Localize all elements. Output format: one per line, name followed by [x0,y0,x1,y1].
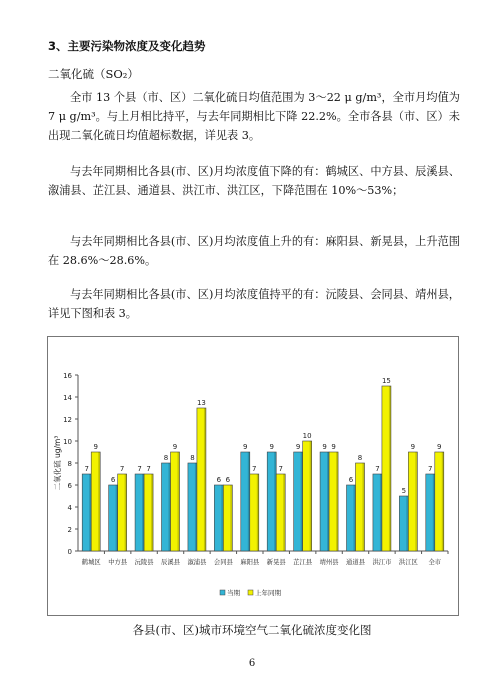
bar-shade [257,474,259,551]
category-label: 中方县 [108,559,128,566]
category-label: 洪江区 [398,559,418,566]
bar-shade [336,452,338,551]
bar-value-label: 9 [295,443,301,451]
y-tick-label: 16 [63,372,72,380]
bar-value-label: 9 [243,443,248,451]
bar-shade [442,452,444,551]
bar-shade [415,452,417,551]
bar-value-label: 13 [196,399,206,407]
y-tick-label: 4 [67,504,72,512]
y-tick-label: 12 [63,416,72,424]
paragraph-flat: 与去年同期相比各县(市、区)月均浓度值持平的有：沅陵县、会同县、靖州县，详见下图和表 3。 [48,288,460,320]
bar-value-label: 10 [302,432,312,440]
bar-shade [363,463,365,551]
y-tick-label: 2 [67,526,72,534]
y-tick-label: 14 [63,394,72,402]
bar-shade [195,463,197,551]
pollutant-subheading: 二氧化硫（SO₂） [48,67,139,81]
bar-shade [230,485,232,551]
y-axis-label: 二氧化硫 ug/m³ [53,435,62,491]
bar-shade [125,474,127,551]
bar-shade [310,441,312,551]
bar-value-label: 6 [225,476,231,484]
bar-shade [389,386,391,551]
legend-swatch [220,590,225,595]
section-heading: 3、主要污染物浓度及变化趋势 [48,39,206,53]
paragraph-summary: 全市 13 个县（市、区）二氧化硫日均值范围为 3～22 μ g/m³，全市月均值为 7 μ g/m³。与上月相比持平，与去年同期相比下降 22.2%。全市各县（市、区）未出现二氧化硫日均值超标数据，详见表 3。 [48,91,460,142]
category-label: 新晃县 [266,559,286,566]
bar-value-label: 6 [110,476,116,484]
y-tick-label: 8 [67,460,72,468]
paragraph-increase: 与去年同期相比各县(市、区)月均浓度值上升的有：麻阳县、新晃县，上升范围在 28.6%～28.6%。 [48,235,460,267]
bar-shade [142,474,144,551]
bar-value-label: 7 [137,465,142,473]
page-number: 6 [248,658,256,669]
bar-value-label: 9 [269,443,274,451]
bar-shade [221,485,223,551]
category-label: 靖州县 [319,559,339,566]
bar-value-label: 9 [93,443,98,451]
bar-value-label: 7 [428,465,433,473]
y-tick-label: 10 [63,438,72,446]
bar-value-label: 9 [437,443,442,451]
bar-value-label: 7 [252,465,257,473]
bar-value-label: 7 [119,465,125,473]
bar-shade [98,452,100,551]
category-label: 溆浦县 [187,559,207,566]
bar-value-label: 5 [401,487,407,495]
bar-value-label: 7 [278,465,283,473]
bar-value-label: 7 [84,465,89,473]
bar-value-label: 6 [216,476,222,484]
category-label: 通道县 [346,559,365,566]
category-label: 洪江市 [372,559,392,566]
bar-value-label: 8 [357,454,363,462]
bar-value-label: 15 [381,377,391,385]
bar-shade [151,474,153,551]
paragraph-decrease: 与去年同期相比各县(市、区)月均浓度值下降的有：鹤城区、中方县、辰溪县、溆浦县、芷江县、通道县、洪江市、洪江区，下降范围在 10%～53%； [48,165,460,197]
bar-value-label: 8 [163,454,169,462]
bar-value-label: 9 [172,443,178,451]
bar-shade [204,408,206,551]
chart-frame [47,336,459,616]
bar-value-label: 6 [348,476,354,484]
bar-shade [283,474,285,551]
bar-value-label: 9 [322,443,327,451]
legend-swatch [248,590,253,595]
bar-shade [116,485,118,551]
category-label: 辰溪县 [161,559,180,566]
bar-shade [169,463,171,551]
bar-shade [248,452,250,551]
category-label: 沅陵县 [134,559,154,566]
bar-value-label: 7 [375,465,380,473]
y-tick-label: 6 [67,482,72,490]
figure-caption: 各县(市、区)城市环境空气二氧化硫浓度变化图 [132,623,372,637]
bar-value-label: 9 [410,443,416,451]
bar-value-label: 8 [190,454,195,462]
legend-label: 上年同期 [255,589,281,597]
category-label: 麻阳县 [240,559,260,566]
bar-shade [178,452,180,551]
so2-bar-chart [48,337,458,615]
category-label: 会同县 [213,559,233,566]
category-label: 芷江县 [293,559,313,566]
category-label: 全市 [428,559,442,566]
bar-shade [89,474,91,551]
bar-value-label: 9 [331,443,336,451]
category-label: 鹤城区 [81,559,101,566]
bar-value-label: 7 [146,465,151,473]
legend-label: 当期 [227,589,240,597]
y-tick-label: 0 [67,548,72,556]
